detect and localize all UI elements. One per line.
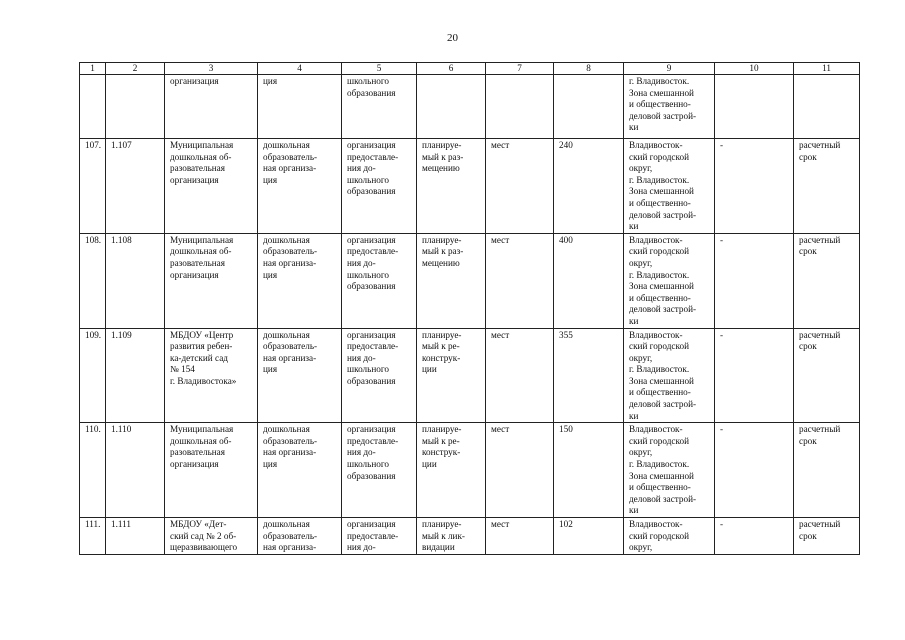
cell-index: 109.	[80, 328, 106, 423]
cell-name: Муниципальная дошкольная об- разовательная организация	[165, 139, 258, 234]
cell-value: 102	[554, 518, 624, 555]
cell-value	[554, 75, 624, 139]
cell-type: ция	[258, 75, 342, 139]
cell-zone: -	[715, 233, 794, 328]
column-number-row	[80, 63, 860, 75]
cell-value: 240	[554, 139, 624, 234]
column-number: 1	[80, 63, 106, 75]
cell-type: дошкольная образователь- ная организа-	[258, 518, 342, 555]
cell-purpose: организация предоставле- ния до- школьного образования	[342, 423, 417, 518]
cell-unit: мест	[486, 423, 554, 518]
cell-purpose: школьного образования	[342, 75, 417, 139]
cell-status: планируе- мый к лик- видации	[417, 518, 486, 555]
cell-code: 1.111	[106, 518, 165, 555]
cell-zone: -	[715, 423, 794, 518]
table-row	[80, 139, 860, 234]
cell-code	[106, 75, 165, 139]
cell-index: 110.	[80, 423, 106, 518]
cell-name: Муниципальная дошкольная об- разовательная организация	[165, 233, 258, 328]
cell-type: дошкольная образователь- ная организа- ция	[258, 233, 342, 328]
cell-purpose: организация предоставле- ния до- школьного образования	[342, 328, 417, 423]
column-number: 11	[794, 63, 860, 75]
cell-value: 400	[554, 233, 624, 328]
column-number: 8	[554, 63, 624, 75]
cell-name: МБДОУ «Центр развития ребен- ка-детский сад № 154 г. Владивостока»	[165, 328, 258, 423]
cell-code: 1.108	[106, 233, 165, 328]
cell-location: Владивосток- ский городской округ, г. Владивосток. Зона смешанной и общественно- деловой застрой- ки	[624, 423, 715, 518]
cell-type: дошкольная образователь- ная организа- ция	[258, 423, 342, 518]
cell-unit: мест	[486, 328, 554, 423]
cell-name: Муниципальная дошкольная об- разовательная организация	[165, 423, 258, 518]
objects-table	[79, 62, 860, 555]
cell-term: расчетный срок	[794, 423, 860, 518]
cell-unit	[486, 75, 554, 139]
cell-code: 1.109	[106, 328, 165, 423]
cell-index: 108.	[80, 233, 106, 328]
cell-purpose: организация предоставле- ния до- школьного образования	[342, 233, 417, 328]
cell-location: г. Владивосток. Зона смешанной и общественно- деловой застрой- ки	[624, 75, 715, 139]
cell-name: МБДОУ «Дет- ский сад № 2 об- щеразвивающего	[165, 518, 258, 555]
cell-code: 1.107	[106, 139, 165, 234]
column-number: 5	[342, 63, 417, 75]
cell-type: дошкольная образователь- ная организа- ция	[258, 139, 342, 234]
page-number: 20	[447, 32, 458, 44]
cell-status: планируе- мый к ре- конструк- ции	[417, 328, 486, 423]
cell-index: 107.	[80, 139, 106, 234]
column-number: 2	[106, 63, 165, 75]
column-number: 6	[417, 63, 486, 75]
table-row	[80, 328, 860, 423]
cell-zone: -	[715, 518, 794, 555]
cell-status	[417, 75, 486, 139]
cell-name: организация	[165, 75, 258, 139]
column-number: 3	[165, 63, 258, 75]
cell-unit: мест	[486, 139, 554, 234]
table-row	[80, 518, 860, 555]
cell-term: расчетный срок	[794, 328, 860, 423]
cell-code: 1.110	[106, 423, 165, 518]
cell-type: дошкольная образователь- ная организа- ция	[258, 328, 342, 423]
cell-term: расчетный срок	[794, 518, 860, 555]
cell-status: планируе- мый к раз- мещению	[417, 233, 486, 328]
cell-unit: мест	[486, 233, 554, 328]
column-number: 4	[258, 63, 342, 75]
cell-value: 355	[554, 328, 624, 423]
cell-index	[80, 75, 106, 139]
cell-zone: -	[715, 328, 794, 423]
cell-unit: мест	[486, 518, 554, 555]
cell-location: Владивосток- ский городской округ,	[624, 518, 715, 555]
cell-zone: -	[715, 139, 794, 234]
cell-zone	[715, 75, 794, 139]
cell-location: Владивосток- ский городской округ, г. Владивосток. Зона смешанной и общественно- деловой застрой- ки	[624, 139, 715, 234]
cell-status: планируе- мый к раз- мещению	[417, 139, 486, 234]
cell-location: Владивосток- ский городской округ, г. Владивосток. Зона смешанной и общественно- деловой застрой- ки	[624, 328, 715, 423]
cell-term: расчетный срок	[794, 233, 860, 328]
cell-value: 150	[554, 423, 624, 518]
cell-term: расчетный срок	[794, 139, 860, 234]
cell-index: 111.	[80, 518, 106, 555]
cell-location: Владивосток- ский городской округ, г. Владивосток. Зона смешанной и общественно- деловой застрой- ки	[624, 233, 715, 328]
table-row	[80, 233, 860, 328]
table-row-continued	[80, 75, 860, 139]
cell-term	[794, 75, 860, 139]
cell-status: планируе- мый к ре- конструк- ции	[417, 423, 486, 518]
cell-purpose: организация предоставле- ния до- школьного образования	[342, 139, 417, 234]
table-row	[80, 423, 860, 518]
column-number: 10	[715, 63, 794, 75]
column-number: 9	[624, 63, 715, 75]
column-number: 7	[486, 63, 554, 75]
cell-purpose: организация предоставле- ния до-	[342, 518, 417, 555]
